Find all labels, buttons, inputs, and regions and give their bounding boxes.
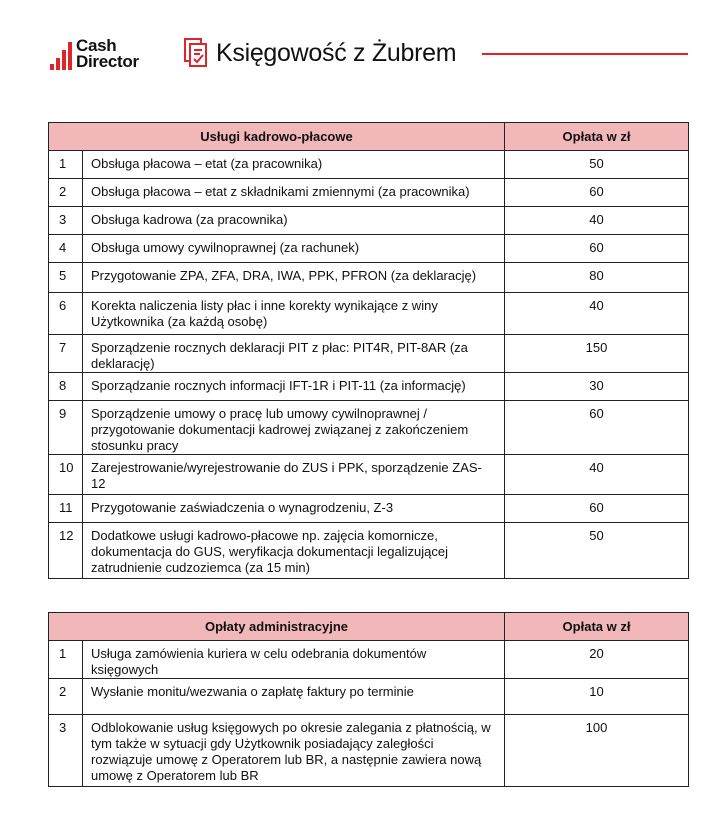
row-number: 12 bbox=[49, 523, 83, 579]
service-fee: 80 bbox=[505, 263, 689, 293]
service-fee: 60 bbox=[505, 401, 689, 455]
service-description: Obsługa płacowa – etat (za pracownika) bbox=[83, 151, 505, 179]
service-description: Odblokowanie usług księgowych po okresie zalegania z płatnością, w tym także w sytuacji gdy Użytkownik posiadający zaległości rozwiązuje umowę z Operatorem lub BR, a następnie zawiera nową umowę z Operatorem lub BR bbox=[83, 715, 505, 787]
service-fee: 30 bbox=[505, 373, 689, 401]
table-row bbox=[49, 293, 689, 335]
header-services: Usługi kadrowo-płacowe bbox=[49, 123, 505, 151]
checklist-document-icon bbox=[184, 38, 208, 68]
row-number: 7 bbox=[49, 335, 83, 373]
service-fee: 40 bbox=[505, 293, 689, 335]
row-number: 9 bbox=[49, 401, 83, 455]
cash-director-logo bbox=[50, 38, 139, 70]
table-row bbox=[49, 455, 689, 495]
row-number: 11 bbox=[49, 495, 83, 523]
bar-chart-icon bbox=[50, 38, 72, 70]
brand-title: Księgowość z Żubrem bbox=[216, 38, 457, 67]
table-row bbox=[49, 207, 689, 235]
header-services: Opłaty administracyjne bbox=[49, 613, 505, 641]
logo-line1: Cash bbox=[76, 36, 117, 55]
brand-logo bbox=[184, 38, 456, 68]
row-number: 3 bbox=[49, 715, 83, 787]
service-fee: 60 bbox=[505, 235, 689, 263]
row-number: 5 bbox=[49, 263, 83, 293]
service-fee: 40 bbox=[505, 455, 689, 495]
service-description: Korekta naliczenia listy płac i inne korekty wynikające z winy Użytkownika (za każdą osobę) bbox=[83, 293, 505, 335]
table-row bbox=[49, 179, 689, 207]
row-number: 6 bbox=[49, 293, 83, 335]
service-fee: 60 bbox=[505, 495, 689, 523]
service-fee: 10 bbox=[505, 679, 689, 715]
table-row bbox=[49, 401, 689, 455]
service-description: Obsługa kadrowa (za pracownika) bbox=[83, 207, 505, 235]
service-description: Sporządzenie umowy o pracę lub umowy cywilnoprawnej / przygotowanie dokumentacji kadrowej związanej z zakończeniem stosunku pracy bbox=[83, 401, 505, 455]
service-fee: 60 bbox=[505, 179, 689, 207]
payroll-services-table bbox=[48, 122, 689, 579]
service-description: Dodatkowe usługi kadrowo-płacowe np. zajęcia komornicze, dokumentacja do GUS, weryfikacja dokumentacji legalizującej zatrudnienie cudzoziemca (za 15 min) bbox=[83, 523, 505, 579]
service-fee: 50 bbox=[505, 151, 689, 179]
service-description: Obsługa płacowa – etat z składnikami zmiennymi (za pracownika) bbox=[83, 179, 505, 207]
service-description: Przygotowanie zaświadczenia o wynagrodzeniu, Z-3 bbox=[83, 495, 505, 523]
table-row bbox=[49, 373, 689, 401]
table-row bbox=[49, 495, 689, 523]
table-row bbox=[49, 715, 689, 787]
row-number: 3 bbox=[49, 207, 83, 235]
row-number: 1 bbox=[49, 151, 83, 179]
service-description: Sporządzanie rocznych informacji IFT-1R i PIT-11 (za informację) bbox=[83, 373, 505, 401]
table-row bbox=[49, 523, 689, 579]
header-divider bbox=[482, 53, 688, 55]
service-description: Sporządzenie rocznych deklaracji PIT z płac: PIT4R, PIT-8AR (za deklarację) bbox=[83, 335, 505, 373]
row-number: 8 bbox=[49, 373, 83, 401]
service-description: Zarejestrowanie/wyrejestrowanie do ZUS i PPK, sporządzenie ZAS-12 bbox=[83, 455, 505, 495]
service-fee: 100 bbox=[505, 715, 689, 787]
service-description: Obsługa umowy cywilnoprawnej (za rachunek) bbox=[83, 235, 505, 263]
row-number: 1 bbox=[49, 641, 83, 679]
service-fee: 150 bbox=[505, 335, 689, 373]
service-description: Usługa zamówienia kuriera w celu odebrania dokumentów księgowych bbox=[83, 641, 505, 679]
logo-line2: Director bbox=[76, 52, 139, 71]
admin-fees-table bbox=[48, 612, 689, 787]
table-header bbox=[49, 613, 689, 641]
table-header bbox=[49, 123, 689, 151]
table-row bbox=[49, 263, 689, 293]
table-row bbox=[49, 151, 689, 179]
table-row bbox=[49, 679, 689, 715]
row-number: 10 bbox=[49, 455, 83, 495]
table-row bbox=[49, 641, 689, 679]
row-number: 4 bbox=[49, 235, 83, 263]
row-number: 2 bbox=[49, 179, 83, 207]
row-number: 2 bbox=[49, 679, 83, 715]
service-fee: 50 bbox=[505, 523, 689, 579]
header-fee: Opłata w zł bbox=[505, 123, 689, 151]
service-description: Wysłanie monitu/wezwania o zapłatę faktury po terminie bbox=[83, 679, 505, 715]
table-row bbox=[49, 235, 689, 263]
service-description: Przygotowanie ZPA, ZFA, DRA, IWA, PPK, PFRON (za deklarację) bbox=[83, 263, 505, 293]
service-fee: 20 bbox=[505, 641, 689, 679]
table-row bbox=[49, 335, 689, 373]
service-fee: 40 bbox=[505, 207, 689, 235]
header-fee: Opłata w zł bbox=[505, 613, 689, 641]
